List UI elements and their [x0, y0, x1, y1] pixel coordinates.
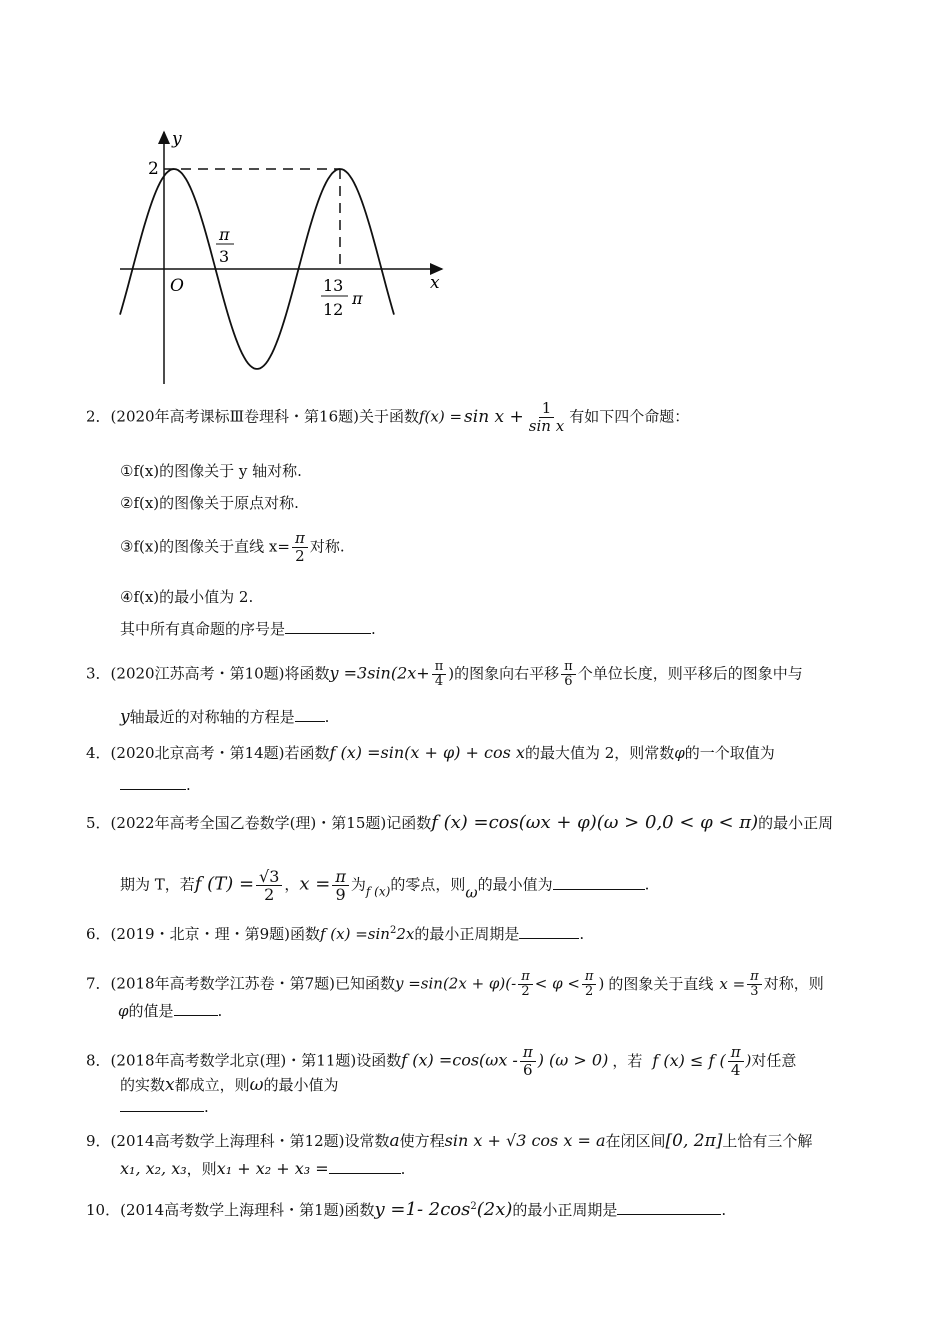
option-3: ③f(x)的图像关于直线 x= $\frac{\pi}{2}$ 对称. — [120, 529, 345, 565]
question-2-ask: 其中所有真命题的序号是 . — [120, 620, 376, 638]
answer-blank[interactable] — [295, 707, 325, 722]
question-3: 3．(2020江苏高考・第10题)将函数y =3sin(2x+ $\frac{\pi}{4}$ )的图象向右平移 $\frac{\pi}{6}$ 个单位长度，则平移后的图象中与 — [86, 659, 803, 689]
answer-blank[interactable] — [553, 875, 645, 890]
answer-blank[interactable] — [120, 775, 186, 790]
question-4-line2: . — [120, 774, 191, 796]
question-4: 4．(2020北京高考・第14题)若函数f (x) =sin(x + φ) + cos x的最大值为 2，则常数φ的一个取值为 — [86, 743, 775, 762]
x-tick-pi: π — [352, 289, 363, 308]
question-6: 6．(2019・北京・理・第9题)函数f $(x) =\sin^22x$的最小正周期是 . — [86, 925, 585, 943]
question-8-line2: 的实数x都成立，则ω的最小值为 — [120, 1075, 339, 1095]
x-tick-den: 12 — [323, 300, 344, 319]
fraction: $\frac{1}{\text{sin x}}$ — [528, 399, 565, 435]
answer-blank[interactable] — [120, 1097, 204, 1112]
question-7: 7．(2018年高考数学江苏卷・第7题)已知函数y =sin(2x + φ)(- $\frac{\pi}{2}$ < φ < $\frac{\pi}{2}$ ) 的图象关于直线 x = $\frac{\pi}{3}$ 对称，则 — [86, 969, 824, 999]
option-1: ①f(x)的图像关于 y 轴对称. — [120, 462, 302, 480]
answer-blank[interactable] — [329, 1159, 401, 1174]
answer-blank[interactable] — [174, 1001, 218, 1016]
question-8-line3: . — [120, 1096, 209, 1118]
question-2: 2．(2020年高考课标Ⅲ卷理科・第16题)关于函数f(x) = sin x + $\frac{1}{\text{sin x}}$ 有如下四个命题： — [86, 399, 690, 435]
question-5-line2: 期为 T，若f (T) = $\frac{√3}{2}$ ，x = $\frac{\pi}{9}$ 为$_{f (x)}$的零点，则ω的最小值为 . — [120, 867, 650, 904]
x-axis-label: x — [430, 273, 440, 293]
y-tick-label: 2 — [148, 159, 159, 179]
option-4: ④f(x)的最小值为 2. — [120, 588, 254, 606]
question-9-line2: x₁, x₂, x₃，则x₁ + x₂ + x₃ = . — [120, 1159, 406, 1178]
pi3-num: π — [219, 225, 230, 244]
origin-label: O — [170, 276, 184, 296]
question-9: 9．(2014高考数学上海理科・第12题)设常数a使方程sin x + √3 cos x = a在闭区间[0, 2π]上恰有三个解 — [86, 1131, 813, 1151]
answer-blank[interactable] — [617, 1200, 721, 1215]
x-tick-num: 13 — [323, 276, 344, 295]
sine-graph — [112, 122, 452, 392]
question-3-line2: y轴最近的对称轴的方程是 . — [120, 707, 330, 727]
question-5: 5．(2022年高考全国乙卷数学(理)・第15题)记函数f (x) =cos(ωx + φ)(ω > 0,0 < φ < π)的最小正周 — [86, 812, 834, 833]
y-axis-label: y — [172, 129, 182, 149]
pi3-den: 3 — [219, 247, 230, 266]
question-10: 10．(2014高考数学上海理科・第1题)函数y =1- $2\cos^2(2x)$的最小正周期是 . — [86, 1199, 727, 1220]
answer-blank[interactable] — [285, 619, 371, 634]
question-7-line2: φ的值是 . — [118, 1002, 223, 1020]
question-8: 8．(2018年高考数学北京(理)・第11题)设函数f (x) =cos(ωx - $\frac{\pi}{6}$ ) (ω > 0) ，若 f (x) ≤ f ( $\frac{\pi}{4}$ )对任意 — [86, 1043, 797, 1079]
option-2: ②f(x)的图像关于原点对称. — [120, 494, 299, 512]
question-number: 2． — [86, 407, 111, 426]
answer-blank[interactable] — [519, 924, 579, 939]
